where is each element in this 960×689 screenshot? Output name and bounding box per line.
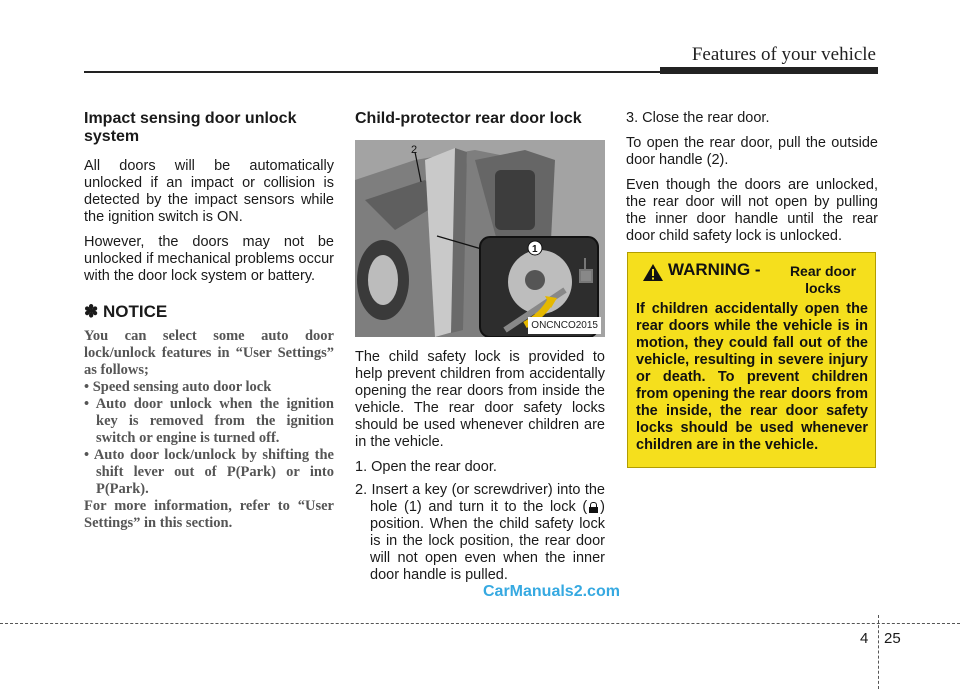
step-item <box>355 482 605 584</box>
step-2-text-a: 2. Insert a key (or screwdriver) into the hole (1) and turn it to the lock ( <box>355 482 605 515</box>
header-rule-accent <box>660 67 878 74</box>
child-lock-paragraph-3: Even though the doors are unlocked, the rear door will not open by pulling the inner door handle until the rear door child safety lock is unlocked. <box>626 177 878 244</box>
child-lock-paragraph-1: The child safety lock is provided to help prevent children from accidentally opening the rear doors from inside the vehicle. The rear door safety locks should be used whenever children are in the vehicle. <box>355 349 605 450</box>
notice-body <box>84 328 334 532</box>
column-child-lock <box>355 110 605 592</box>
impact-heading: Impact sensing door unlock system <box>84 110 297 145</box>
step-2-text-b: ) position. When the child safety lock is in the lock position, the rear door will not open even when the inner door handle is pulled. <box>370 499 605 583</box>
impact-paragraph-2: However, the doors may not be unlocked if mechanical problems occur with the door lock system or battery. <box>84 234 334 284</box>
warning-label: WARNING - <box>668 260 761 279</box>
child-lock-steps <box>355 459 605 584</box>
header-title: Features of your vehicle <box>691 44 876 65</box>
section-number: 4 <box>860 630 869 647</box>
column-child-lock-continued <box>626 110 878 253</box>
warning-body: If children accidentally open the rear doors while the vehicle is in motion, they could fall out of the vehicle, resulting in severe injury or death. To prevent children from opening the rear doors from the inside, the rear door safety locks should be used whenever children are in the vehicle. <box>636 301 868 453</box>
child-lock-paragraph-2: To open the rear door, pull the outside door handle (2). <box>626 135 878 168</box>
notice-intro: You can select some auto door lock/unlock features in “User Settings” as follows; <box>84 328 334 378</box>
impact-paragraph-1: All doors will be automatically unlocked if an impact or collision is detected by the impact sensors while the ignition switch is ON. <box>84 158 334 225</box>
watermark: CarManuals2.com <box>483 583 620 600</box>
warning-box <box>627 252 876 468</box>
header-rule <box>84 71 662 73</box>
notice-outro: For more information, refer to “User Settings” in this section. <box>84 498 334 531</box>
column-impact-unlock <box>84 110 334 532</box>
rear-door-illustration <box>355 140 605 337</box>
page-number: 25 <box>884 630 901 647</box>
warning-topic: Rear door locks <box>789 263 857 296</box>
warning-icon <box>642 263 664 282</box>
child-lock-heading: Child-protector rear door lock <box>355 110 582 127</box>
footer-divider <box>878 615 879 689</box>
notice-item: • Speed sensing auto door lock <box>84 379 272 395</box>
rear-door-drawing <box>355 140 605 337</box>
lock-icon <box>589 502 598 512</box>
notice-item: • Auto door unlock when the ignition key is removed from the ignition switch or engine is turned off. <box>84 396 334 446</box>
figure-label-1: 1 <box>532 244 538 255</box>
step-item: 1. Open the rear door. <box>355 459 497 475</box>
notice-title: ✽ NOTICE <box>84 302 168 321</box>
step-item: 3. Close the rear door. <box>626 110 770 126</box>
footer-rule <box>0 623 960 624</box>
notice-item: • Auto door lock/unlock by shifting the shift lever out of P(Park) or into P(Park). <box>84 447 334 497</box>
figure-caption: ONCNCO2015 <box>528 317 601 334</box>
figure-label-2: 2 <box>411 144 418 156</box>
notice-list <box>84 379 334 498</box>
